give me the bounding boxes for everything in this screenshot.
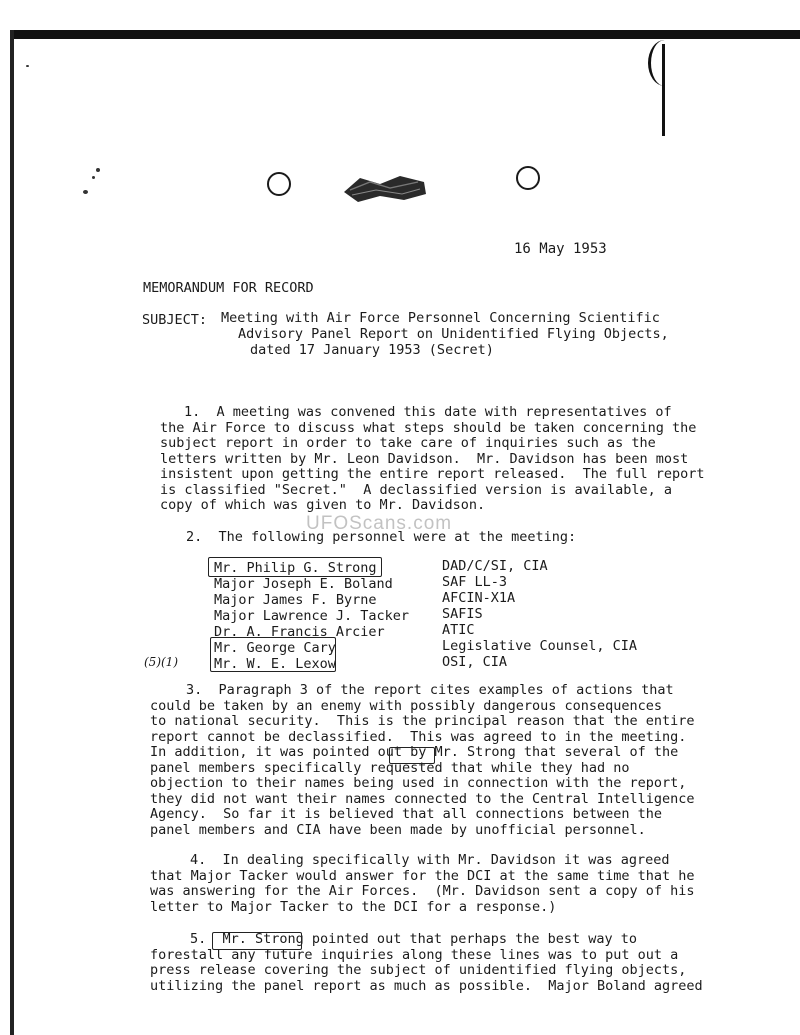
subject-line: Meeting with Air Force Personnel Concerning Scientific <box>221 310 660 326</box>
paragraph-line: 1. A meeting was convened this date with representatives of <box>184 404 672 420</box>
scan-speck <box>83 190 88 194</box>
paragraph-line: the Air Force to discuss what steps should be taken concerning the <box>160 419 697 436</box>
paragraph-line: letters written by Mr. Leon Davidson. Mr. Davidson has been most <box>160 450 689 467</box>
attendee-name: Major Lawrence J. Tacker <box>214 608 410 624</box>
punch-hole-left <box>267 172 291 196</box>
paragraph-4 <box>150 853 695 915</box>
paragraph-line: utilizing the panel report as much as possible. Major Boland agreed <box>150 977 703 994</box>
paragraph-line: could be taken by an enemy with possibly dangerous consequences <box>150 697 663 714</box>
paragraph-line: 4. In dealing specifically with Mr. Davidson it was agreed <box>190 852 670 868</box>
paragraph-line: to national security. This is the principal reason that the entire <box>150 713 695 729</box>
paragraph-line: subject report in order to take care of inquiries such as the <box>160 435 656 451</box>
attendee-org: SAFIS <box>442 606 483 622</box>
attendee-name: Major James F. Byrne <box>214 592 377 608</box>
punch-hole-right <box>516 166 540 190</box>
memo-title: MEMORANDUM FOR RECORD <box>143 280 314 296</box>
redaction-bracket <box>389 747 435 764</box>
subject-label: SUBJECT: <box>142 312 208 328</box>
paragraph-line: Agency. So far it is believed that all connections between the <box>150 806 663 822</box>
paragraph-line: report cannot be declassified. This was agreed to in the meeting. <box>150 728 687 745</box>
redaction-bracket <box>208 557 382 577</box>
attendee-org: OSI, CIA <box>442 654 508 670</box>
attendee-name: Major Joseph E. Boland <box>214 576 393 592</box>
attendee-org: AFCIN-X1A <box>442 590 516 606</box>
paragraph-line: is classified "Secret." A declassified version is available, a <box>160 481 673 498</box>
scan-left-edge <box>10 30 14 1035</box>
scan-speck <box>26 65 29 67</box>
attendee-name: Mr. George Cary <box>214 640 336 656</box>
paragraph-line: panel members and CIA have been made by unofficial personnel. <box>150 821 646 838</box>
paragraph-line: that Major Tacker would answer for the DCI at the same time that he <box>150 867 695 884</box>
attendee-org: DAD/C/SI, CIA <box>442 558 548 574</box>
attendee-org: Legislative Counsel, CIA <box>442 638 638 654</box>
subject-line: Advisory Panel Report on Unidentified Flying Objects, <box>238 326 669 342</box>
paragraph-1 <box>160 405 705 514</box>
paragraph-line: In addition, it was pointed out by Mr. Strong that several of the <box>150 744 679 760</box>
attendee-name: Dr. A. Francis Arcier <box>214 624 385 640</box>
paragraph-line: copy of which was given to Mr. Davidson. <box>160 497 486 513</box>
paragraph-line: panel members specifically requested that while they had no <box>150 759 630 776</box>
attendee-org: ATIC <box>442 622 475 638</box>
paragraph-line: was answering for the Air Forces. (Mr. Davidson sent a copy of his <box>150 883 695 899</box>
redaction-bracket <box>210 637 336 672</box>
subject-line: dated 17 January 1953 (Secret) <box>250 342 494 358</box>
paragraph-line: they did not want their names connected to the Central Intelligence <box>150 790 695 807</box>
redacted-classification-stamp <box>340 170 430 204</box>
paragraph-line: letter to Major Tacker to the DCI for a response.) <box>150 898 557 915</box>
scan-right-curve <box>648 40 681 86</box>
attendee-name: Mr. Philip G. Strong <box>214 560 377 576</box>
paragraph-line: insistent upon getting the entire report released. The full report <box>160 466 705 482</box>
paragraph-line: 3. Paragraph 3 of the report cites examples of actions that <box>186 682 674 698</box>
paragraph-line: press release covering the subject of unidentified flying objects, <box>150 962 687 978</box>
handwritten-exemption-note: (5)(1) <box>144 655 178 669</box>
scan-speck <box>92 176 95 179</box>
memo-date: 16 May 1953 <box>514 241 607 257</box>
attendee-org: SAF LL-3 <box>442 574 508 590</box>
paragraph-line: objection to their names being used in connection with the report, <box>150 775 687 791</box>
paragraph-line: 5. Mr. Strong pointed out that perhaps the best way to <box>190 931 638 947</box>
paragraph-line: forestall any future inquiries along these lines was to put out a <box>150 946 679 963</box>
redaction-bracket <box>212 932 302 950</box>
attendee-name: Mr. W. E. Lexow <box>214 656 336 672</box>
paragraph-2-intro: 2. The following personnel were at the meeting: <box>186 529 577 545</box>
scan-speck <box>96 168 100 172</box>
watermark-text: UFOScans.com <box>306 513 453 534</box>
scan-top-border <box>12 30 800 39</box>
